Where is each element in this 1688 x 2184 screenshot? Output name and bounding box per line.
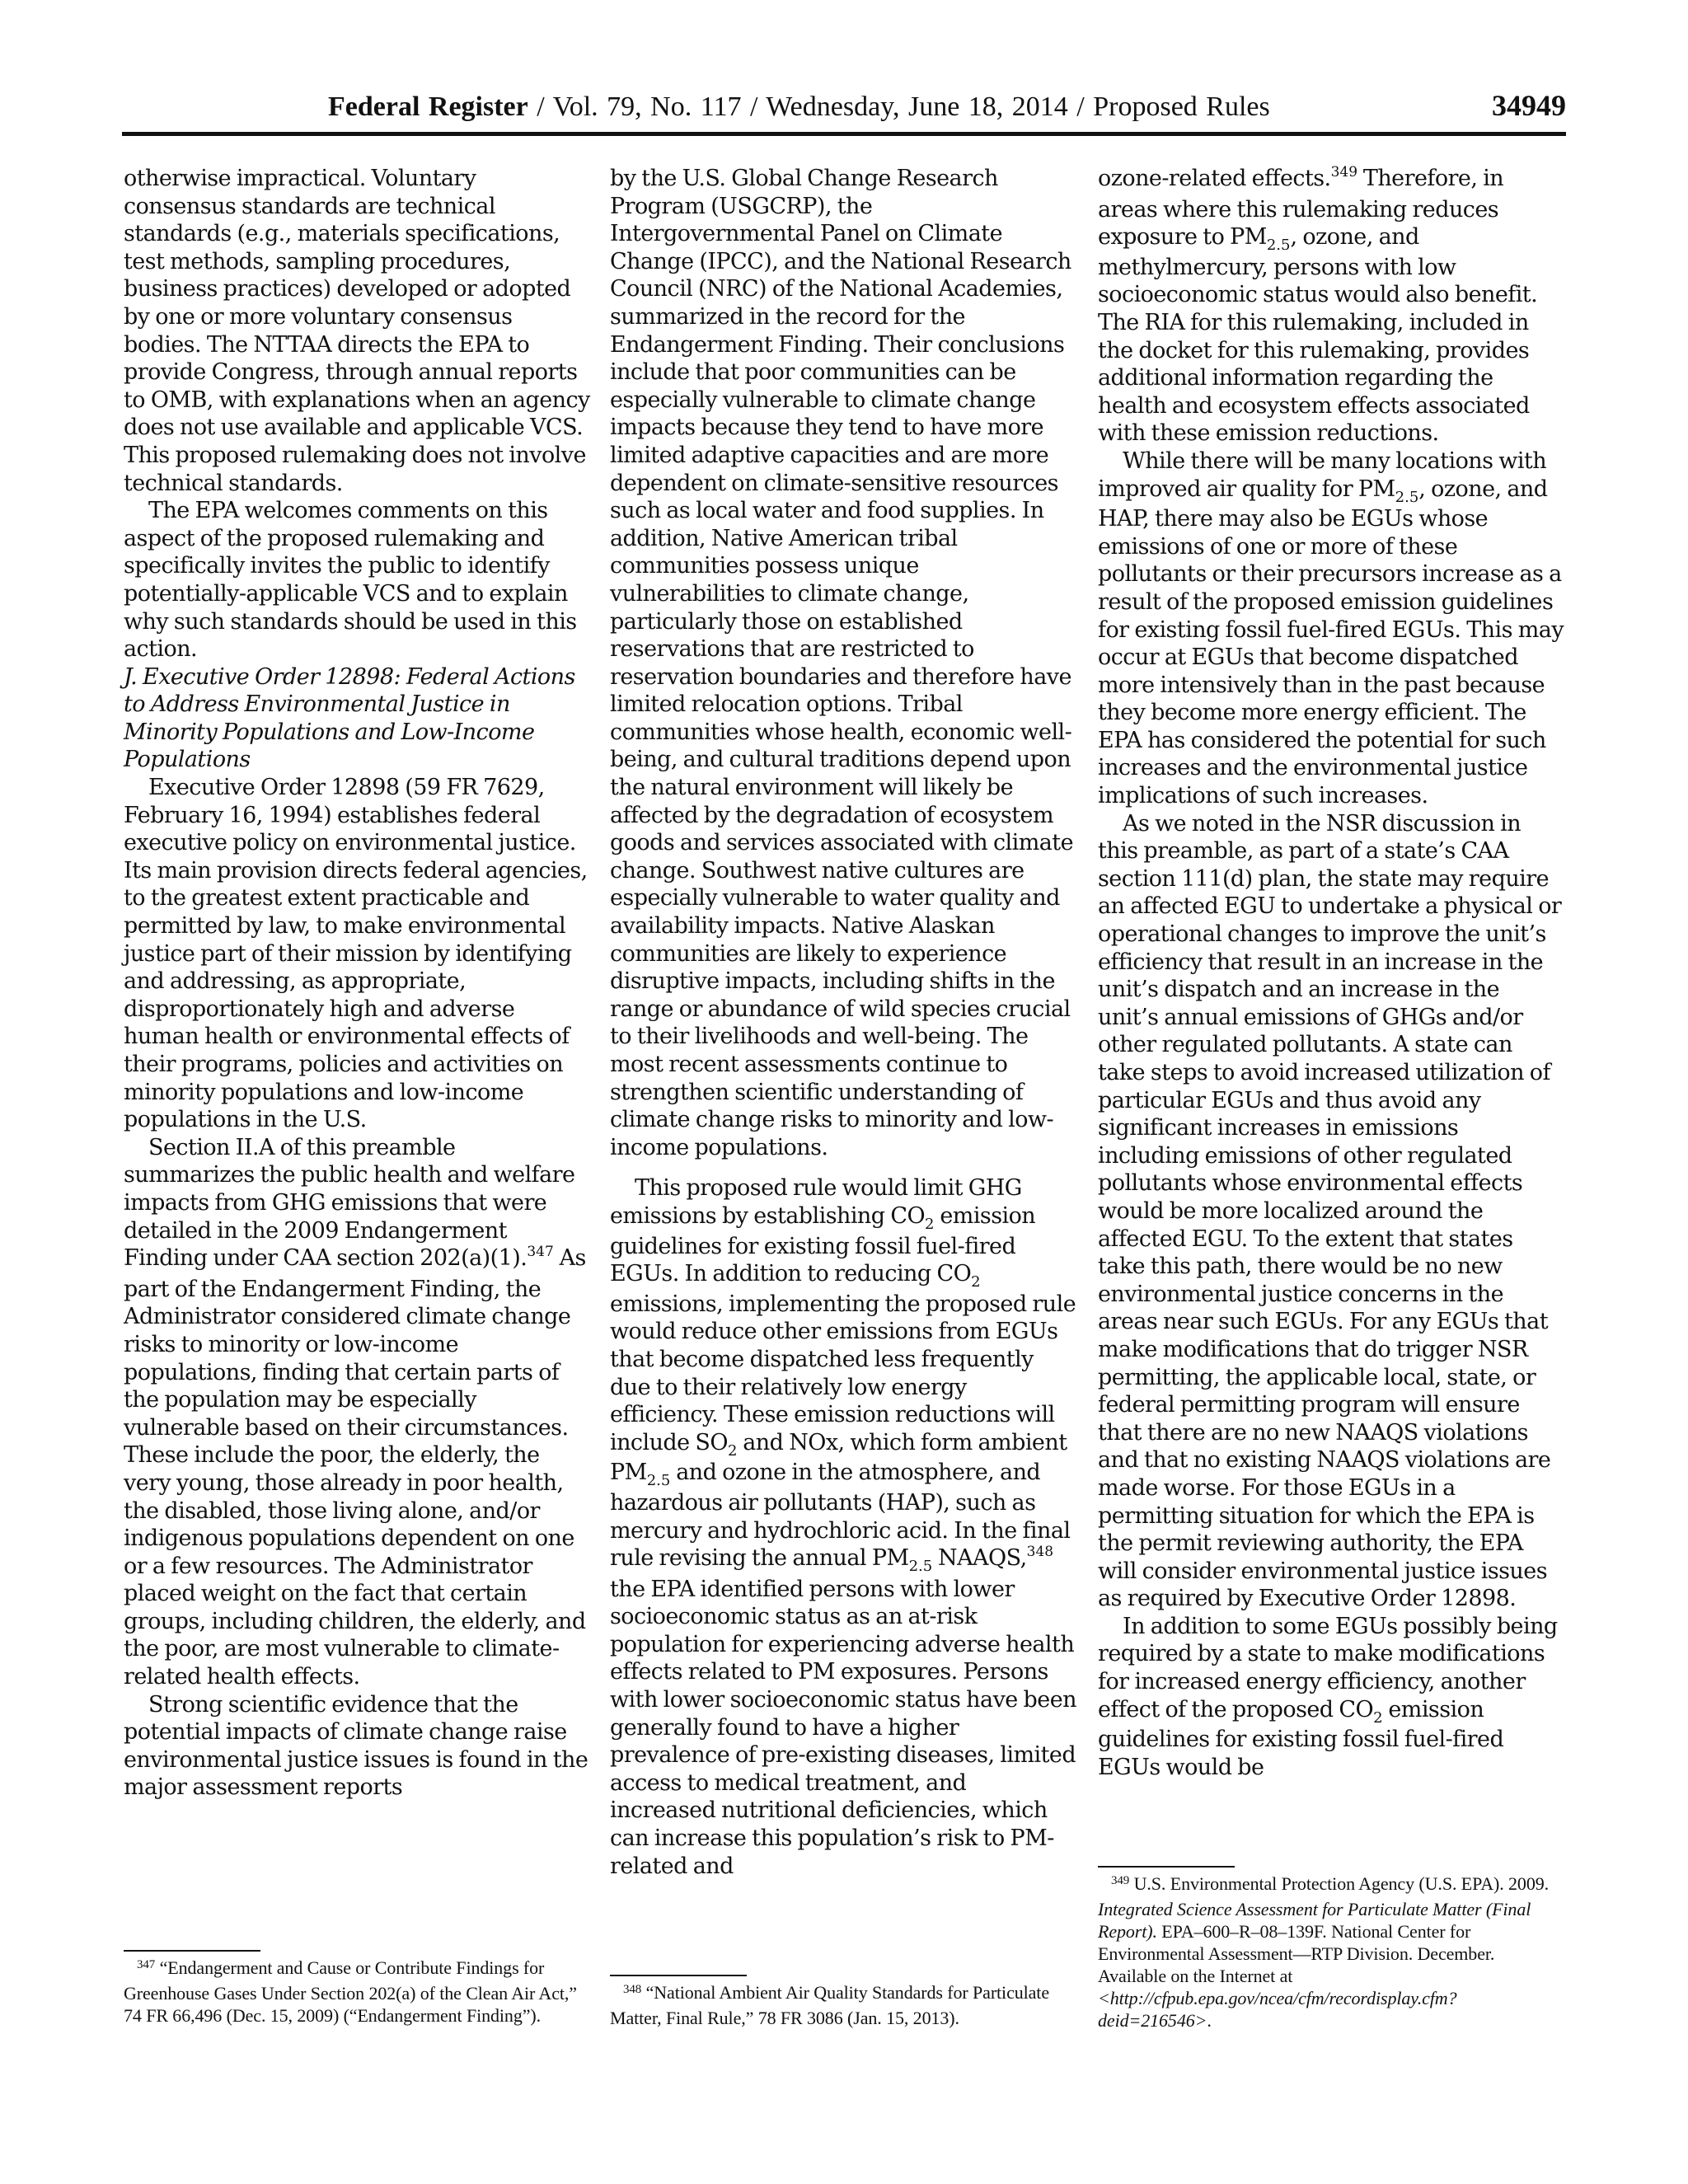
- section-heading: J. Executive Order 12898: Federal Actions to Address Environmental Justice in Minority Populations and Low-Income Populations: [124, 663, 575, 773]
- journal-name: Federal Register: [328, 91, 528, 122]
- page-number: 34949: [1492, 89, 1566, 122]
- paragraph: Strong scientific evidence that the potential impacts of climate change raise environmental justice issues is found in the major assessment reports: [124, 1691, 588, 1801]
- footnote-ref: 348: [1026, 1544, 1054, 1561]
- running-header: [122, 86, 1566, 135]
- footnote-347: $^{347}$ “Endangerment and Cause or Contribute Findings for Greenhouse Gases Under Section 202(a) of the Clean Air Act,” 74 FR 66,496 (Dec. 15, 2009) (“Endangerment Finding”).: [124, 1957, 577, 2026]
- column-3: [1098, 165, 1564, 1781]
- column-1: [124, 165, 590, 1802]
- footnote-rule: [1098, 1866, 1235, 1868]
- footnote-ref: 347: [527, 1244, 554, 1261]
- paragraph: by the U.S. Global Change Research Program (USGCRP), the Intergovernmental Panel on Climate Change (IPCC), and the National Research Council (NRC) of the National Academies, summarized in the record for the Endangerment Finding. Their conclusions include that poor communities can be especially vulnerable to climate change impacts because they tend to have more limited adaptive capacities and are more dependent on climate-sensitive resources such as local water and food supplies. In addition, Native American tribal communities possess unique vulnerabilities to climate change, particularly those on established reservations that are restricted to reservation boundaries and therefore have limited relocation options. Tribal communities whose health, economic well-being, and cultural traditions depend upon the natural environment will likely be affected by the degradation of ecosystem goods and services associated with climate change. Southwest native cultures are especially vulnerable to water quality and availability impacts. Native Alaskan communities are likely to experience disruptive impacts, including shifts in the range or abundance of wild species crucial to their livelihoods and well-being. The most recent assessments continue to strengthen scientific understanding of climate change risks to minority and low-income populations.: [610, 166, 1074, 1160]
- paragraph: ozone-related effects.$^{349}$ Therefore, in areas where this rulemaking reduces exposure to $PM_{2.5}$, ozone, and methylmercury, persons with low socioeconomic status would also benefit. The RIA for this rulemaking, included in the docket for this rulemaking, provides additional information regarding the health and ecosystem effects associated with these emission reductions.: [1098, 164, 1538, 447]
- paragraph: While there will be many locations with improved air quality for $PM_{2.5}$, ozone, and HAP, there may also be EGUs whose emissions of one or more of these pollutants or their precursors increase as a result of the proposed emission guidelines for existing fossil fuel-fired EGUs. This may occur at EGUs that become dispatched more intensively than in the past because they become more energy efficient. The EPA has considered the potential for such increases and the environmental justice implications of such increases.: [1098, 448, 1564, 809]
- header-citation: [328, 91, 1270, 124]
- footnote-ref: 349: [1330, 164, 1358, 180]
- paragraph: otherwise impractical. Voluntary consensus standards are technical standards (e.g., materials specifications, test methods, sampling procedures, business practices) developed or adopted by one or more voluntary consensus bodies. The NTTAA directs the EPA to provide Congress, through annual reports to OMB, with explanations when an agency does not use available and applicable VCS. This proposed rulemaking does not involve technical standards.: [124, 166, 590, 496]
- footnote-348: $^{348}$ “National Ambient Air Quality Standards for Particulate Matter, Final Rule,” 78 FR 3086 (Jan. 15, 2013).: [610, 1982, 1049, 2028]
- paragraph: The EPA welcomes comments on this aspect of the proposed rulemaking and specifically invites the public to identify potentially-applicable VCS and to explain why such standards should be used in this action.: [124, 498, 577, 663]
- paragraph: Section II.A of this preamble summarizes the public health and welfare impacts from GHG emissions that were detailed in the 2009 Endangerment Finding under CAA section 202(a)(1).$^{347}$ As part of the Endangerment Finding, the Administrator considered climate change risks to minority or low-income populations, finding that certain parts of the population may be especially vulnerable based on their circumstances. These include the poor, the elderly, the very young, those already in poor health, the disabled, those living alone, and/or indigenous populations dependent on one or a few resources. The Administrator placed weight on the fact that certain groups, including children, the elderly, and the poor, are most vulnerable to climate-related health effects.: [124, 1134, 586, 1690]
- header-rule: [122, 132, 1566, 136]
- paragraph: Executive Order 12898 (59 FR 7629, February 16, 1994) establishes federal executive policy on environmental justice. Its main provision directs federal agencies, to the greatest extent practicable and permitted by law, to make environmental justice part of their mission by identifying and addressing, as appropriate, disproportionately high and adverse human health or environmental effects of their programs, policies and activities on minority populations and low-income populations in the U.S.: [124, 775, 588, 1133]
- column-2: [610, 165, 1076, 1880]
- footnote-349: $^{349}$ U.S. Environmental Protection Agency (U.S. EPA). 2009. Integrated Science Assessment for Particulate Matter (Final Report). EPA–600–R–08–139F. National Center for Environmental Assessment—RTP Division. December. Available on the Internet at <http://cfpub.epa.gov/ncea/cfm/recordisplay.cfm?deid=216546>.: [1098, 1873, 1550, 2031]
- issue-info: / Vol. 79, No. 117 / Wednesday, June 18, 2014 / Proposed Rules: [528, 91, 1270, 122]
- paragraph: In addition to some EGUs possibly being required by a state to make modifications for increased energy efficiency, another effect of the proposed $CO_2$ emission guidelines for existing fossil fuel-fired EGUs would be: [1098, 1613, 1558, 1780]
- paragraph: As we noted in the NSR discussion in this preamble, as part of a state’s CAA section 111(d) plan, the state may require an affected EGU to undertake a physical or operational changes to improve the unit’s efficiency that result in an increase in the unit’s dispatch and an increase in the unit’s annual emissions of GHGs and/or other regulated pollutants. A state can take steps to avoid increased utilization of particular EGUs and thus avoid any significant increases in emissions including emissions of other regulated pollutants whose environmental effects would be more localized around the affected EGU. To the extent that states take this path, there would be no new environmental justice concerns in the areas near such EGUs. For any EGUs that make modifications that do trigger NSR permitting, the applicable local, state, or federal permitting program will ensure that there are no new NAAQS violations and that no existing NAAQS violations are made worse. For those EGUs in a permitting situation for which the EPA is the permit reviewing authority, the EPA will consider environmental justice issues as required by Executive Order 12898.: [1098, 810, 1562, 1612]
- footnote-rule: [124, 1950, 260, 1952]
- footnote-rule: [610, 1975, 747, 1976]
- footnote-url-link[interactable]: <http://cfpub.epa.gov/ncea/cfm/recordisplay.cfm?deid=216546>: [1098, 1988, 1457, 2031]
- paragraph: This proposed rule would limit GHG emissions by establishing $CO_2$ emission guidelines for existing fossil fuel-fired EGUs. In addition to reducing $CO_2$ emissions, implementing the proposed rule would reduce other emissions from EGUs that become dispatched less frequently due to their relatively low energy efficiency. These emission reductions will include $SO_2$ and NOx, which form ambient $PM_{2.5}$ and ozone in the atmosphere, and hazardous air pollutants (HAP), such as mercury and hydrochloric acid. In the final rule revising the annual $PM_{2.5}$ NAAQS,$^{348}$ the EPA identified persons with lower socioeconomic status as an at-risk population for experiencing adverse health effects related to PM exposures. Persons with lower socioeconomic status have been generally found to have a higher prevalence of pre-existing diseases, limited access to medical treatment, and increased nutritional deficiencies, which can increase this population’s risk to PM-related and: [610, 1175, 1076, 1879]
